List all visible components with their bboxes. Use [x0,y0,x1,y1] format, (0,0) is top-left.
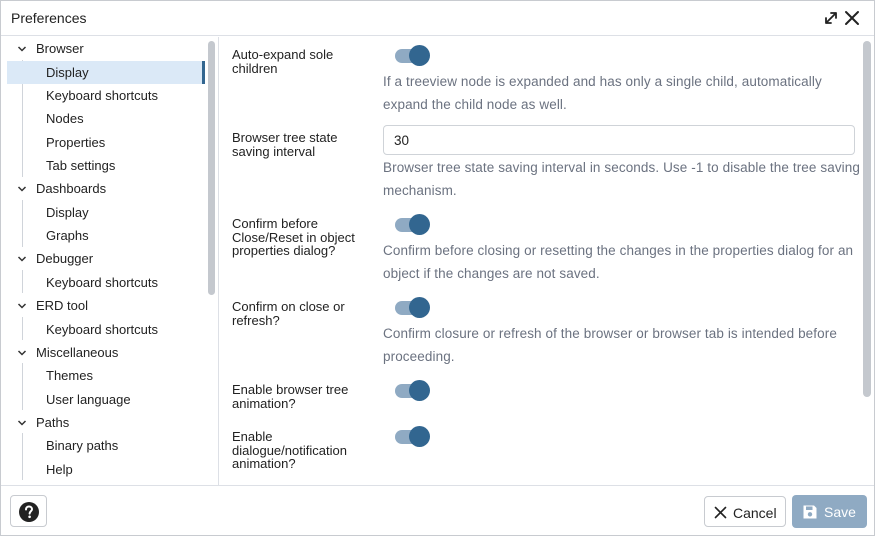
expand-icon[interactable] [822,9,840,27]
toggle-confirm-close-reset[interactable] [395,214,430,236]
pref-help-auto-expand: If a treeview node is expanded and has only a single child, automatically expand the child node as well. [383,74,822,112]
toggle-auto-expand[interactable] [395,45,430,67]
save-button[interactable] [792,495,867,528]
chevron-down-icon [17,184,27,194]
pref-label-confirm-close-refresh: Confirm on close or refresh? [232,299,345,328]
toggle-knob [409,297,430,318]
tree-item-dashboards-display[interactable]: Display [46,205,89,220]
tree-item-browser-tab-settings[interactable]: Tab settings [46,158,116,173]
pref-label-auto-expand: Auto-expand sole children [232,47,334,76]
help-button[interactable] [10,495,47,527]
tree-item-dashboards-graphs[interactable]: Graphs [46,228,89,243]
tree-group-debugger[interactable]: Debugger [1,247,203,270]
pref-help-tree-state-interval: Browser tree state saving interval in seconds. Use -1 to disable the tree saving mechanism. [383,160,860,198]
pref-help-confirm-close-refresh: Confirm closure or refresh of the browser or browser tab is intended before proceeding. [383,326,837,364]
x-icon [714,506,727,519]
dialog-titlebar [1,1,874,36]
tree-group-dashboards[interactable]: Dashboards [1,177,203,200]
save-button-label: Save [824,504,856,520]
pref-label-tree-state-interval: Browser tree state saving interval [232,130,338,159]
tree-group-browser[interactable]: Browser [1,37,203,60]
tree-item-misc-themes[interactable]: Themes [46,368,93,383]
cancel-button-label: Cancel [733,505,777,521]
tree-group-paths[interactable]: Paths [1,411,203,434]
dialog-footer [1,485,874,535]
sidebar-scrollbar[interactable] [208,41,215,295]
pref-help-confirm-close-reset: Confirm before closing or resetting the changes in the properties dialog for an object if the changes are not saved. [383,243,854,281]
preferences-tree [1,37,219,485]
toggle-knob [409,45,430,66]
tree-item-misc-user-language[interactable]: User language [46,392,131,407]
preferences-content [220,37,874,485]
chevron-down-icon [17,301,27,311]
chevron-down-icon [17,418,27,428]
tree-item-debugger-keyboard-shortcuts[interactable]: Keyboard shortcuts [46,275,159,290]
toggle-tree-animation[interactable] [395,380,430,402]
tree-item-paths-help[interactable]: Help [46,462,73,477]
toggle-confirm-close-refresh[interactable] [395,297,430,319]
tree-item-paths-binary-paths[interactable]: Binary paths [46,438,119,453]
close-icon[interactable] [843,9,861,27]
tree-item-browser-display[interactable]: Display [7,61,205,84]
chevron-down-icon [17,254,27,264]
content-scrollbar[interactable] [863,41,871,397]
pref-label-confirm-close-reset: Confirm before Close/Reset in object properties dialog? [232,216,355,258]
tree-state-interval-input[interactable] [383,125,855,155]
chevron-down-icon [17,44,27,54]
pref-label-tree-animation: Enable browser tree animation? [232,382,349,411]
tree-item-browser-nodes[interactable]: Nodes [46,111,84,126]
question-circle-icon [18,501,40,523]
floppy-disk-icon [802,504,818,520]
pref-label-dialogue-animation: Enable dialogue/notification animation? [232,429,347,471]
toggle-knob [409,380,430,401]
chevron-down-icon [17,348,27,358]
tree-group-miscellaneous[interactable]: Miscellaneous [1,341,203,364]
tree-item-browser-properties[interactable]: Properties [46,135,106,150]
toggle-dialogue-animation[interactable] [395,426,430,448]
cancel-button[interactable] [704,496,786,527]
tree-item-browser-keyboard-shortcuts[interactable]: Keyboard shortcuts [46,88,159,103]
toggle-knob [409,214,430,235]
dialog-title: Preferences [11,10,87,26]
toggle-knob [409,426,430,447]
tree-item-erd-keyboard-shortcuts[interactable]: Keyboard shortcuts [46,322,159,337]
tree-group-erd-tool[interactable]: ERD tool [1,294,203,317]
